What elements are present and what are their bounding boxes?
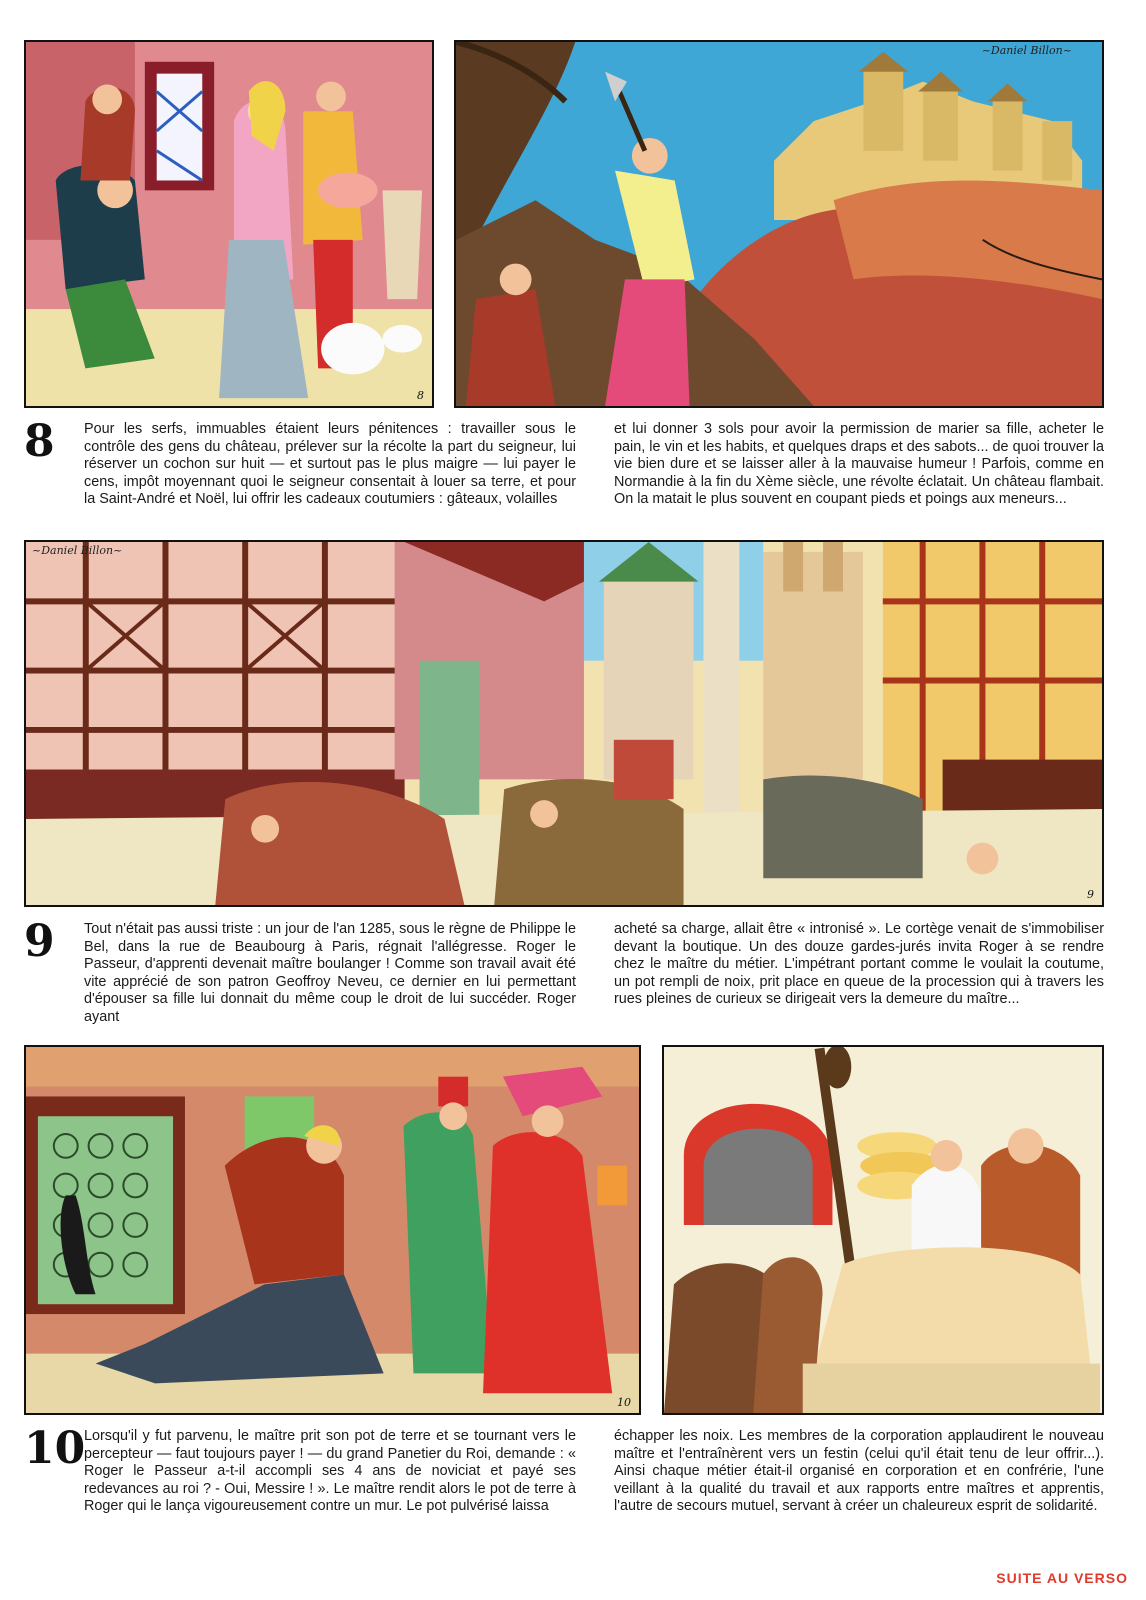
paris-street-procession-illustration <box>26 542 1102 905</box>
paragraph: Tout n'était pas aussi triste : un jour de l'an 1285, sous le règne de Philippe le Bel, dans la rue de Beaubourg à Paris, régnait l'allégresse. Roger le Passeur, d'apprenti devenait maître boulanger ! Comme son travail avait été vite apprécié de son patron Geoffroy Neveu, ce dernier en lui permettant d'épouser sa fille lui donnait du même coup le droit de lui succéder. Roger ayant <box>84 921 576 1025</box>
section-text-left <box>84 421 576 509</box>
paragraph: et lui donner 3 sols pour avoir la permission de marier sa fille, acheter le pain, le vin et les habits, et quelques draps et des sabots... de quoi trouver la vie bien dure et se laisser aller à la mauvaise humeur ! Parfois, comme en Normandie à la fin du Xème siècle, une révolte éclatait. Un château flambait. On la matait le plus souvent en coupant pieds et poings aux meneurs... <box>614 421 1104 508</box>
paragraph: échapper les noix. Les membres de la corporation applaudirent le nouveau maître et l'entraînèrent vers un festin (celui qu'il était tenu de leur offrir...). Ainsi chaque métier était-il organisé en corporation et en confrérie, l'une veillant à la qualité du travail et aux rapports entre maîtres et apprentis, l'autre de secours mutuel, servant à créer un chaleureux esprit de solidarité. <box>614 1428 1104 1515</box>
section-number: 9 <box>24 916 55 967</box>
section-text-left <box>84 921 576 1027</box>
comic-panel-10a <box>24 1045 641 1415</box>
continue-overleaf-label: SUITE AU VERSO <box>996 1570 1128 1586</box>
comic-panel-9 <box>24 540 1104 907</box>
panel-number: 10 <box>617 1396 631 1409</box>
section-text-right <box>614 421 1104 509</box>
section-text-right <box>614 1428 1104 1516</box>
paragraph: Lorsqu'il y fut parvenu, le maître prit son pot de terre et se tournant vers le percepteur — faut toujours payer ! — du grand Panetier du Roi, demande : « Roger le Passeur a-t-il accompli ses 4 ans de noviciat et payé ses redevances au roi ? - Oui, Messire ! ». Le maître rendit alors le pot de terre à Roger qui le lança vigoureusement contre un mur. Le pot pulvérisé laissa <box>84 1428 576 1515</box>
artist-signature: ~Daniel Billon~ <box>32 544 123 557</box>
section-text-left <box>84 1428 576 1516</box>
bakery-oven-illustration <box>664 1047 1102 1413</box>
comic-panel-10b <box>662 1045 1104 1415</box>
artist-signature: ~Daniel Billon~ <box>981 44 1072 57</box>
paragraph: Pour les serfs, immuables étaient leurs pénitences : travailler sous le contrôle des gens du château, prélever sur la récolte la part du seigneur, lui réserver un cochon sur huit — et surtout pas le plus maigre — lui payer le cens, impôt moyennant quoi le seigneur consentait à louer sa terre, et pour la Saint-André et Noël, lui offrir les cadeaux coutumiers : gâteaux, volailles <box>84 421 576 508</box>
revolt-castle-illustration <box>456 42 1102 406</box>
section-number: 10 <box>24 1423 86 1474</box>
panel-number: 9 <box>1087 888 1094 901</box>
serfs-interior-illustration <box>26 42 432 406</box>
section-text-right <box>614 921 1104 1009</box>
paragraph: acheté sa charge, allait être « intronisé ». Le cortège venait de s'immobiliser devant la boutique. Un des douze gardes-jurés invita Roger à se rendre chez le maître du métier. L'impétrant portant comme le voulait la coutume, un pot rempli de noix, prit place en queue de la procession qui à travers les rues pleines de curieux se dirigeait vers la demeure du maître... <box>614 921 1104 1008</box>
comic-panel-8a <box>24 40 434 408</box>
section-number: 8 <box>24 416 55 467</box>
pot-throwing-illustration <box>26 1047 639 1413</box>
comic-panel-8b <box>454 40 1104 408</box>
panel-number: 8 <box>417 389 424 402</box>
